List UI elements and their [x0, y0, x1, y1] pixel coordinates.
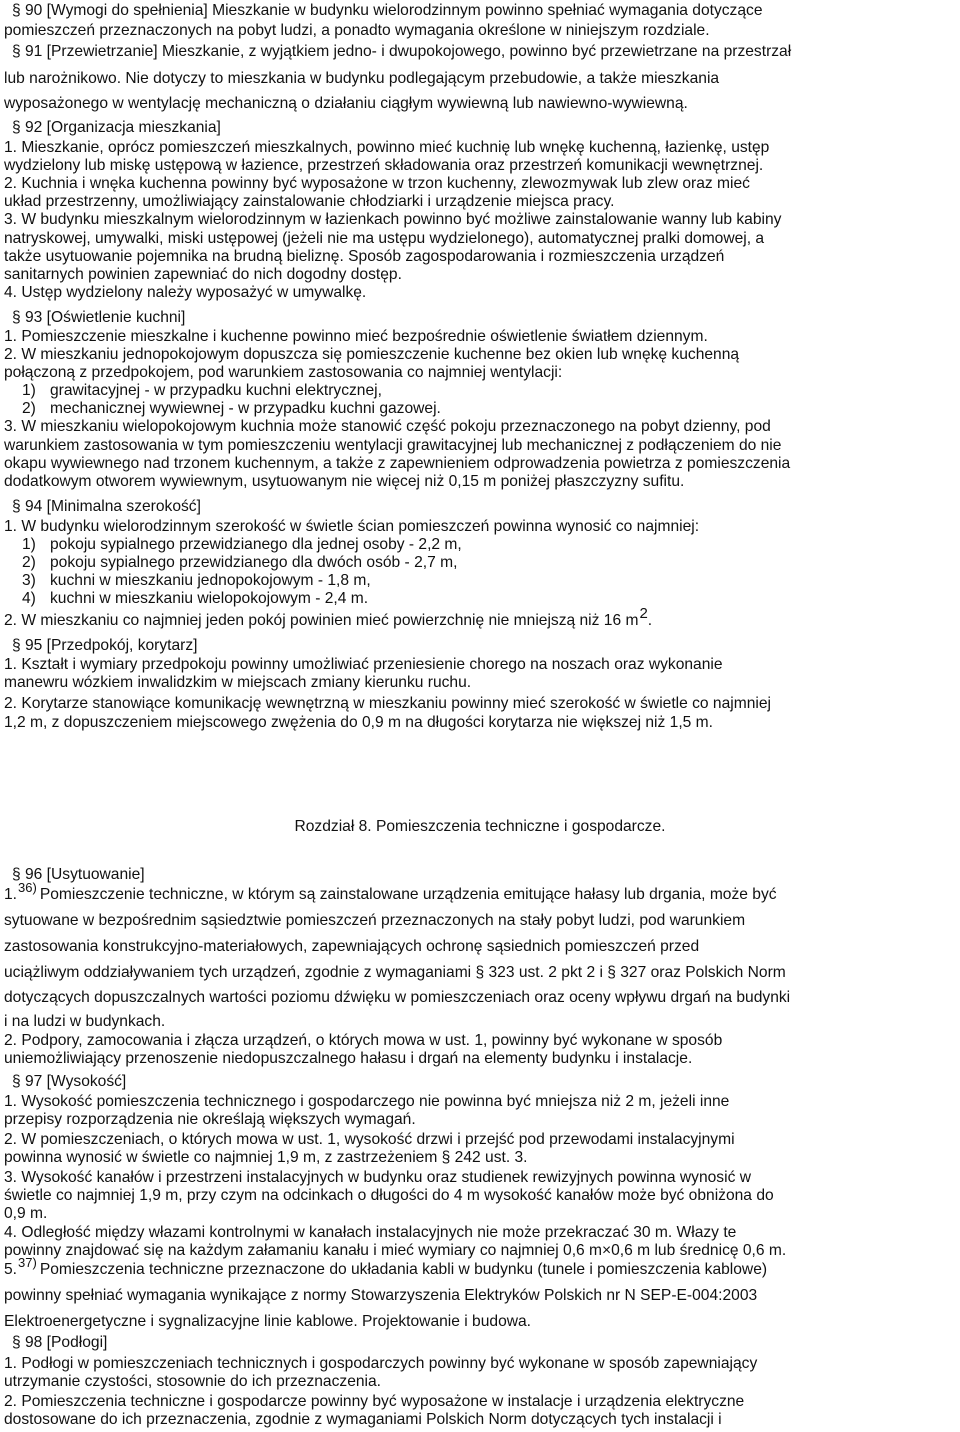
- line-text: 1. Wysokość pomieszczenia technicznego i gospodarczego nie powinna być mniejsza niż 2 m, jeżeli inne: [4, 1093, 730, 1110]
- text-line: [4, 1255, 768, 1279]
- section-heading: § 97 [Wysokość]: [12, 1073, 127, 1090]
- text-line: [4, 1411, 722, 1429]
- section-heading: § 95 [Przedpokój, korytarz]: [12, 637, 198, 654]
- line-text: 4. Ustęp wydzielony należy wyposażyć w umywalkę.: [4, 284, 367, 301]
- line-text: dotyczących dopuszczalnych wartości poziomu dźwięku w pomieszczeniach oraz oceny wpływu drgań na budynki: [4, 989, 791, 1006]
- text-line: [4, 1111, 416, 1129]
- text-line: [4, 880, 777, 904]
- text-line: [4, 1131, 735, 1149]
- line-text: powinny spełniać wymagania wynikające z normy Stowarzyszenia Elektryków Polskich nr N SEP-E-004:2003: [4, 1287, 758, 1304]
- text-line: [4, 1149, 528, 1167]
- text-line: [4, 605, 653, 630]
- line-text: Pomieszczenia techniczne przeznaczone do układania kabli w budynku (tunele i pomieszczenia kablowe): [39, 1261, 768, 1278]
- text-line: [4, 912, 745, 930]
- line-text: sanitarnych powinien zapewniać do nich dogodny dostęp.: [4, 266, 402, 283]
- line-text: wydzielony lub miskę ustępową w łazience, przestrzeń składowania oraz przestrzeń komunikacji wewnętrznej.: [4, 157, 764, 174]
- text-line: [4, 695, 771, 713]
- text-line: [4, 175, 750, 193]
- text-line: [4, 518, 699, 536]
- line-text-end: .: [647, 612, 653, 629]
- text-line: [4, 1373, 381, 1391]
- line-text: połączoną z przedpokojem, pod warunkiem zastosowania co najmniej wentylacji:: [4, 364, 563, 381]
- list-item-number: 1): [22, 536, 36, 553]
- text-line: [4, 1355, 757, 1373]
- line-text: 0,9 m.: [4, 1205, 48, 1222]
- text-line: [4, 1287, 757, 1305]
- line-text: 2. W mieszkaniu co najmniej jeden pokój powinien mieć powierzchnię nie mniejszą niż 16 m: [4, 612, 639, 629]
- line-text: 1. W budynku wielorodzinnym szerokość w świetle ścian pomieszczeń powinna wynosić co najmniej:: [4, 518, 700, 535]
- text-line: [4, 1032, 722, 1050]
- line-text: grawitacyjnej - w przypadku kuchni elektrycznej,: [50, 382, 382, 399]
- line-text: dostosowane do ich przeznaczenia, zgodnie z wymaganiami Polskich Norm dotyczących tych instalacji i: [4, 1411, 722, 1428]
- text-line: [22, 400, 441, 418]
- text-line: [4, 1393, 744, 1411]
- text-line: [4, 674, 471, 692]
- line-text: 1. Mieszkanie, oprócz pomieszczeń mieszkalnych, powinno mieć kuchnię lub wnękę kuchenną, łazienkę, ustęp: [4, 139, 770, 156]
- text-line: [4, 473, 684, 491]
- line-text: 4. Odległość między włazami kontrolnymi w kanałach instalacyjnych nie może przekraczać 30 m. Włazy te: [4, 1224, 737, 1241]
- line-text: lub narożnikowo. Nie dotyczy to mieszkania w budynku podlegającym przebudowie, a także mieszkania: [4, 70, 720, 87]
- text-line: [4, 1187, 774, 1205]
- text-line: [4, 938, 699, 956]
- text-line: [4, 1224, 736, 1242]
- line-text: 3. Wysokość kanałów i przestrzeni instalacyjnych w budynku oraz studienek rewizyjnych powinna wynosić w: [4, 1169, 751, 1186]
- text-line: [4, 230, 764, 248]
- line-text: sytuowane w bezpośrednim sąsiedztwie pomieszczeń przeznaczonych na stały pobyt ludzi, pod warunkiem: [4, 912, 746, 929]
- list-item-number: 4): [22, 590, 36, 607]
- paragraph-number: 1.: [4, 886, 18, 903]
- section-heading: § 93 [Oświetlenie kuchni]: [12, 309, 186, 326]
- footnote-marker: 37): [18, 1255, 37, 1270]
- text-line: [4, 1205, 47, 1223]
- superscript: 2: [639, 605, 648, 622]
- text-line: [22, 554, 457, 572]
- section-line: [12, 119, 221, 137]
- line-text: 3. W budynku mieszkalnym wielorodzinnym w łazienkach powinno być możliwe zainstalowanie wanny lub kabiny: [4, 211, 782, 228]
- line-text: 1. Podłogi w pomieszczeniach technicznych i gospodarczych powinny być wykonane w sposób zapewniający: [4, 1355, 758, 1372]
- text-line: [4, 418, 771, 436]
- section-heading: § 96 [Usytuowanie]: [12, 866, 145, 883]
- line-text: zastosowania konstrukcyjno-materiałowych, zapewniających ochronę sąsiednich pomieszczeń przed: [4, 938, 700, 955]
- text-line: [4, 964, 786, 982]
- footnote-marker: 36): [18, 880, 37, 895]
- text-line: [4, 437, 781, 455]
- text-line: [4, 346, 739, 364]
- text-line: [4, 1169, 751, 1187]
- line-text: 2. W pomieszczeniach, o których mowa w ust. 1, wysokość drzwi i przejść pod przewodami instalacyjnymi: [4, 1131, 735, 1148]
- text-line: [4, 157, 763, 175]
- line-text: 1,2 m, z dopuszczeniem miejscowego zwężenia do 0,9 m na długości korytarza nie większej niż 1,5 m.: [4, 714, 713, 731]
- line-text: 3. W mieszkaniu wielopokojowym kuchnia może stanowić część pokoju przeznaczonego na pobyt dzienny, pod: [4, 418, 771, 435]
- line-text: świetle co najmniej 1,9 m, przy czym na odcinkach o długości do 4 m wysokość kanałów może być obniżona do: [4, 1187, 774, 1204]
- line-text: manewru wózkiem inwalidzkim w miejscach zmiany kierunku ruchu.: [4, 674, 472, 691]
- line-text: Elektroenergetyczne i sygnalizacyjne linie kablowe. Projektowanie i budowa.: [4, 1313, 532, 1330]
- text-line: [22, 536, 462, 554]
- line-text: Pomieszczenie techniczne, w którym są zainstalowane urządzenia emitujące hałasy lub drgania, może być: [39, 886, 777, 903]
- line-text: pomieszczeń przeznaczonych na pobyt ludzi, a ponadto wymagania określone w niniejszym rozdziale.: [4, 22, 710, 39]
- line-text: okapu wywiewnego nad trzonem kuchennym, a także z zapewnieniem odprowadzenia powietrza z pomieszczenia: [4, 455, 791, 472]
- section-line: [12, 637, 197, 655]
- text-line: [4, 22, 710, 40]
- line-text: 2. Korytarze stanowiące komunikację wewnętrzną w mieszkaniu powinny mieć szerokość w świetle co najmniej: [4, 695, 772, 712]
- line-text: przepisy rozporządzenia nie określają większych wymagań.: [4, 1111, 416, 1128]
- line-text: pokoju sypialnego przewidzianego dla dwóch osób - 2,7 m,: [50, 554, 458, 571]
- line-text: także usytuowanie pojemnika na brudną bieliznę. Sposób zagospodarowania i rozmieszczenia urządzeń: [4, 248, 725, 265]
- list-item-number: 2): [22, 554, 36, 571]
- text-line: [4, 1050, 692, 1068]
- section-line: [12, 1073, 126, 1091]
- line-text: 2. Kuchnia i wnęka kuchenna powinny być wyposażone w trzon kuchenny, zlewozmywak lub zlew oraz mieć: [4, 175, 750, 192]
- section-heading: § 90 [Wymogi do spełnienia]: [12, 2, 208, 19]
- paragraph-number: 5.: [4, 1261, 18, 1278]
- list-item-number: 3): [22, 572, 36, 589]
- text-line: [22, 590, 368, 608]
- text-line: [4, 1242, 786, 1260]
- line-text: uciążliwym oddziaływaniem tych urządzeń, zgodnie z wymaganiami § 323 ust. 2 pkt 2 i § 327 oraz Polskich Norm: [4, 964, 786, 981]
- line-text: 2. Podpory, zamocowania i złącza urządzeń, o których mowa w ust. 1, powinny być wykonane w sposób: [4, 1032, 723, 1049]
- text-line: [4, 95, 688, 113]
- text-line: [4, 989, 790, 1007]
- line-text: kuchni w mieszkaniu jednopokojowym - 1,8 m,: [50, 572, 371, 589]
- section-line: [12, 1334, 107, 1352]
- line-text: pokoju sypialnego przewidzianego dla jednej osoby - 2,2 m,: [50, 536, 462, 553]
- text-line: [4, 328, 708, 346]
- text-line: [4, 1093, 729, 1111]
- line-text: 2. Pomieszczenia techniczne i gospodarcze powinny być wyposażone w instalacje i urządzenia elektryczne: [4, 1393, 745, 1410]
- line-text: 1. Kształt i wymiary przedpokoju powinny umożliwiać przeniesienie chorego na noszach oraz wykonanie: [4, 656, 723, 673]
- text-line: [4, 714, 713, 732]
- text-line: [4, 70, 719, 88]
- text-line: [4, 211, 781, 229]
- text-line: [4, 284, 366, 302]
- text-line: [4, 1313, 531, 1331]
- text-line: [4, 455, 790, 473]
- line-text: wyposażonego w wentylację mechaniczną o działaniu ciągłym wywiewną lub nawiewno-wywiewną.: [4, 95, 688, 112]
- line-text: kuchni w mieszkaniu wielopokojowym - 2,4 m.: [50, 590, 369, 607]
- text-line: [4, 193, 614, 211]
- text-line: [22, 572, 371, 590]
- text-line: [4, 266, 402, 284]
- text-line: [4, 364, 562, 382]
- section-line: [12, 2, 763, 20]
- text-line: [12, 43, 791, 61]
- text-line: [4, 1013, 165, 1031]
- text-line: [4, 656, 723, 674]
- line-text: układ przestrzenny, umożliwiający zainstalowanie chłodziarki i urządzenie miejsca pracy.: [4, 193, 615, 210]
- line-text: uniemożliwiający przenoszenie niedopuszczalnego hałasu i drgań na elementy budynku i instalacje.: [4, 1050, 693, 1067]
- text-line: [4, 248, 724, 266]
- line-text: i na ludzi w budynkach.: [4, 1013, 166, 1030]
- list-item-number: 2): [22, 400, 36, 417]
- line-text: warunkiem zastosowania w tym pomieszczeniu wentylacji grawitacyjnej lub mechanicznej z podłączeniem do nie: [4, 437, 782, 454]
- section-heading: § 92 [Organizacja mieszkania]: [12, 119, 221, 136]
- line-text: Mieszkanie w budynku wielorodzinnym powinno spełniać wymagania dotyczące: [207, 2, 763, 19]
- section-heading: § 98 [Podłogi]: [12, 1334, 108, 1351]
- line-text: dodatkowym otworem wywiewnym, usytuowanym nie więcej niż 0,15 m poniżej płaszczyzny sufitu.: [4, 473, 685, 490]
- list-item-number: 1): [22, 382, 36, 399]
- line-text: powinny znajdować się na każdym załamaniu kanału i mieć wymiary co najmniej 0,6 m×0,6 m lub średnicę 0,6 m.: [4, 1242, 787, 1259]
- line-text: utrzymanie czystości, stosownie do ich przeznaczenia.: [4, 1373, 382, 1390]
- chapter-heading: Rozdział 8. Pomieszczenia techniczne i gospodarcze.: [294, 818, 666, 835]
- section-line: [12, 498, 201, 516]
- line-text: § 91 [Przewietrzanie] Mieszkanie, z wyjątkiem jedno- i dwupokojowego, powinno być przewietrzane na przestrzał: [12, 43, 792, 60]
- line-text: powinna wynosić w świetle co najmniej 1,9 m, z zastrzeżeniem § 242 ust. 3.: [4, 1149, 528, 1166]
- section-heading: § 94 [Minimalna szerokość]: [12, 498, 201, 515]
- section-line: [12, 309, 185, 327]
- text-line: [4, 139, 769, 157]
- text-line: [22, 382, 382, 400]
- line-text: mechanicznej wywiewnej - w przypadku kuchni gazowej.: [50, 400, 441, 417]
- line-text: 2. W mieszkaniu jednopokojowym dopuszcza się pomieszczenie kuchenne bez okien lub wnękę kuchenną: [4, 346, 740, 363]
- line-text: natryskowej, umywalki, miski ustępowej (jeżeli nie ma ustępu wydzielonego), automatycznej pralki domowej, a: [4, 230, 765, 247]
- line-text: 1. Pomieszczenie mieszkalne i kuchenne powinno mieć bezpośrednie oświetlenie światłem dziennym.: [4, 328, 708, 345]
